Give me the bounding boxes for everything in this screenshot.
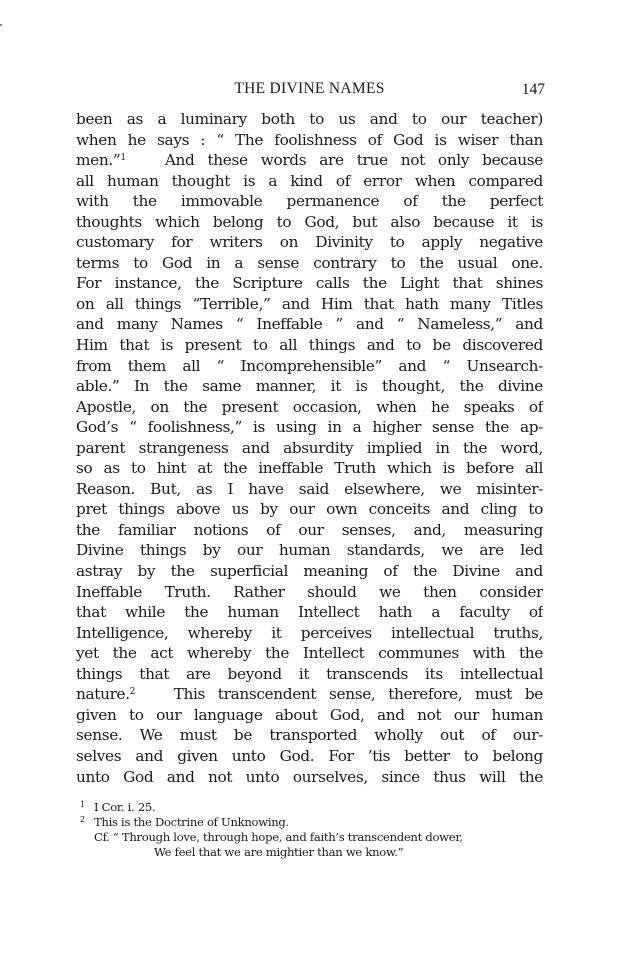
page-number: 147 <box>521 81 545 98</box>
body-text <box>76 109 543 787</box>
text-line: with the immovable permanence of the perfect <box>76 192 543 211</box>
text-line: terms to God in a sense contrary to the usual one. <box>76 253 543 272</box>
footnote-ref-1[interactable]: 1 <box>120 153 126 164</box>
footnotes <box>80 800 550 860</box>
text-line: God’s “ foolishness,” is using in a higher sense the ap- <box>76 418 543 437</box>
text-line: on all things “Terrible,” and Him that hath many Titles <box>76 294 543 313</box>
text-line: customary for writers on Divinity to apply negative <box>76 233 543 252</box>
text-line: able.” In the same manner, it is thought, the divine <box>76 377 543 396</box>
scan-edge-mark <box>0 24 2 26</box>
text-line: from them all “ Incomprehensible” and “ Unsearch- <box>76 356 543 375</box>
text-line: that while the human Intellect hath a faculty of <box>76 603 543 622</box>
footnote-text: This is the Doctrine of Unknowing. <box>94 815 289 829</box>
text-line <box>76 150 543 171</box>
text-line: all human thought is a kind of error when compared <box>76 171 543 190</box>
text-line: the familiar notions of our senses, and, measuring <box>76 520 543 539</box>
text-line: been as a luminary both to us and to our teacher) <box>76 110 543 128</box>
text-line: unto God and not unto ourselves, since thus will the <box>76 767 543 786</box>
text-line: when he says : “ The foolishness of God is wiser than <box>76 130 543 149</box>
text-line: thoughts which belong to God, but also because it is <box>76 212 543 231</box>
text-line: astray by the superficial meaning of the Divine and <box>76 562 543 581</box>
text-line: Him that is present to all things and to be discovered <box>76 336 543 355</box>
footnote-ref-2[interactable]: 2 <box>129 687 136 698</box>
text-fragment: men.” <box>76 151 121 170</box>
text-line: Apostle, on the present occasion, when he speaks of <box>76 397 543 416</box>
text-line: Intelligence, whereby it perceives intellectual truths, <box>76 623 543 642</box>
text-line: Ineffable Truth. Rather should we then consider <box>76 582 543 601</box>
text-line: Reason. But, as I have said elsewhere, we misinter- <box>76 479 543 498</box>
text-line: things that are beyond it transcends its intellectual <box>76 664 543 683</box>
text-line: and many Names “ Ineffable ” and “ Nameless,” and <box>76 315 543 334</box>
text-fragment: This transcendent sense, therefore, must be <box>173 685 543 704</box>
footnote-2: 2 This is the Doctrine of Unknowing. <box>80 815 289 829</box>
footnote-quote-text: Cf. “ Through love, through hope, and faith’s transcendent dower, <box>94 830 463 844</box>
text-line: Divine things by our human standards, we are led <box>76 541 543 560</box>
running-title: THE DIVINE NAMES <box>234 80 385 97</box>
text-line: sense. We must be transported wholly out of our- <box>76 726 543 745</box>
text-line: pret things above us by our own conceits and cling to <box>76 500 543 519</box>
text-fragment: And these words are true not only because <box>164 151 543 170</box>
footnote-quote-text: We feel that we are mightier than we know.” <box>154 845 404 859</box>
text-line <box>76 684 543 705</box>
footnote-quote-line <box>80 830 550 845</box>
text-fragment: nature. <box>76 685 130 704</box>
page-header <box>76 78 543 100</box>
text-line: so as to hint at the ineffable Truth which is before all <box>76 459 543 478</box>
footnote-text: I Cor. i. 25. <box>94 800 156 814</box>
text-line: selves and given unto God. For ’tis better to belong <box>76 746 543 765</box>
text-line: given to our language about God, and not our human <box>76 705 543 724</box>
footnote-quote-line <box>80 845 550 860</box>
text-line: yet the act whereby the Intellect communes with the <box>76 644 543 663</box>
footnote-1: 1 I Cor. i. 25. <box>80 800 156 814</box>
text-line: For instance, the Scripture calls the Light that shines <box>76 274 543 293</box>
text-line: parent strangeness and absurdity implied in the word, <box>76 438 543 457</box>
